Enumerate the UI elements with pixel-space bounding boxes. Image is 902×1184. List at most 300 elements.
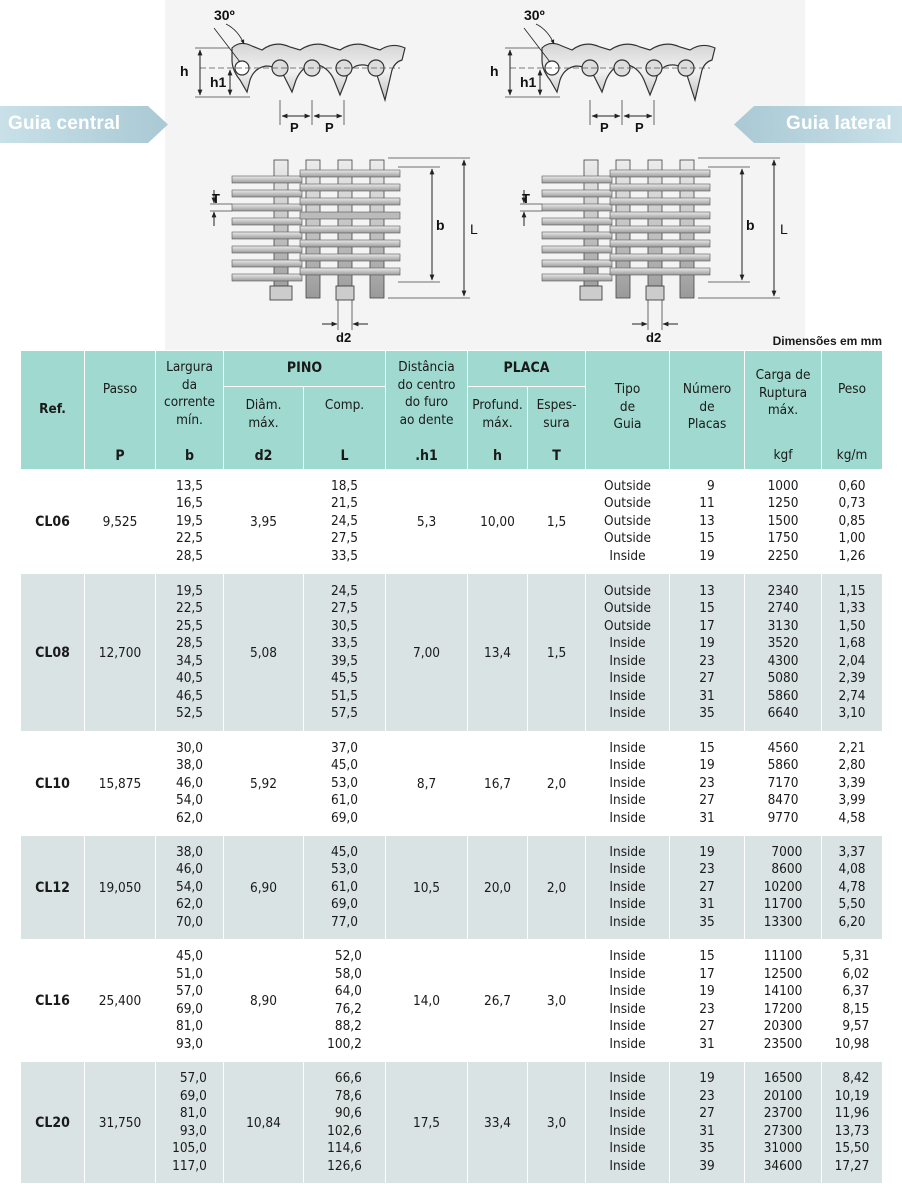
header-comprimento-symbol: L	[340, 447, 349, 464]
largura-cell-value: 51,0	[175, 965, 204, 982]
comprimento-cell-value: 18,5	[330, 477, 359, 494]
comprimento-cell-value: 39,5	[330, 652, 359, 669]
peso-cell-value: 6,02	[842, 965, 870, 982]
distancia-cell: 14,0	[386, 940, 468, 1062]
header-peso-label: Peso	[837, 381, 867, 397]
dimensions-note: Dimensões em mm	[772, 334, 882, 348]
carga-cell-value: 5080	[767, 670, 799, 686]
tipo-cell-value: Inside	[609, 1140, 646, 1156]
espessura-cell: 1,5	[528, 470, 586, 574]
right-h-label: h	[490, 63, 499, 79]
placas-cell	[670, 732, 745, 836]
peso-cell-value: 15,50	[834, 1140, 870, 1156]
placas-cell-value: 35	[699, 913, 715, 930]
profundidade-cell: 13,4	[468, 574, 528, 732]
espessura-cell: 2,0	[528, 836, 586, 940]
placas-cell-value: 27	[699, 792, 715, 809]
largura-cell	[156, 732, 224, 836]
placas-cell-value: 23	[699, 1000, 715, 1017]
peso-cell-value: 2,21	[838, 739, 866, 756]
ref-cell: CL10	[21, 732, 85, 836]
largura-cell	[156, 470, 224, 574]
placas-cell	[670, 1062, 745, 1184]
header-espessura	[528, 387, 586, 470]
header-comprimento	[304, 387, 386, 470]
tipo-cell-value: Inside	[609, 705, 646, 721]
placas-cell-value: 19	[699, 843, 715, 860]
passo-cell: 9,525	[85, 470, 156, 574]
header-largura-line: da	[181, 376, 198, 393]
comprimento-cell	[304, 1062, 386, 1184]
carga-cell-value: 3130	[767, 617, 799, 634]
header-numero	[670, 351, 745, 470]
placas-cell-value: 15	[699, 739, 715, 756]
header-tipo	[586, 351, 670, 470]
carga-cell-value: 14100	[763, 983, 803, 999]
distancia-cell: 5,3	[386, 470, 468, 574]
comprimento-cell-value: 53,0	[330, 861, 359, 878]
ref-cell: CL06	[21, 470, 85, 574]
tipo-cell-value: Outside	[604, 582, 651, 599]
distancia-cell: 7,00	[386, 574, 468, 732]
left-p2-label: P	[325, 120, 334, 135]
espessura-cell: 3,0	[528, 940, 586, 1062]
carga-cell-value: 11100	[763, 948, 803, 964]
right-l-label: L	[780, 221, 788, 237]
header-numero-line: Placas	[687, 416, 727, 433]
comprimento-cell	[304, 836, 386, 940]
tipo-cell-value: Inside	[609, 1000, 646, 1017]
carga-cell-value: 7000	[771, 843, 803, 860]
largura-cell-value: 40,5	[175, 670, 204, 686]
comprimento-cell-value: 90,6	[334, 1105, 362, 1121]
comprimento-cell	[304, 470, 386, 574]
header-distancia-line: do furo	[404, 394, 449, 411]
guide-central-label: Guia central	[8, 113, 121, 134]
comprimento-cell-value: 33,5	[330, 635, 359, 651]
tipo-cell-value: Inside	[609, 1087, 646, 1104]
peso-cell-value: 8,15	[842, 1000, 870, 1017]
diametro-cell: 10,84	[224, 1062, 304, 1184]
comprimento-cell-value: 126,6	[327, 1157, 362, 1174]
largura-cell-value: 69,0	[179, 1087, 207, 1104]
diametro-cell: 5,08	[224, 574, 304, 732]
peso-cell-value: 0,73	[838, 495, 866, 512]
guide-lateral	[734, 105, 902, 143]
largura-cell	[156, 940, 224, 1062]
carga-cell-value: 1250	[767, 495, 799, 512]
placas-cell-value: 39	[699, 1157, 715, 1174]
right-t-label: T	[522, 191, 530, 206]
peso-cell-value: 3,99	[838, 792, 866, 809]
header-carga-line: máx.	[767, 402, 799, 419]
guide-lateral-label: Guia lateral	[786, 113, 892, 134]
largura-cell-value: 13,5	[175, 477, 204, 494]
ref-cell: CL20	[21, 1062, 85, 1184]
peso-cell-value: 6,20	[838, 913, 866, 930]
spec-table	[20, 350, 883, 1184]
header-distancia-symbol: .h1	[415, 447, 438, 464]
placas-cell	[670, 574, 745, 732]
header-diametro-line: Diâm.	[245, 397, 282, 413]
header-carga-line: Ruptura	[758, 384, 808, 401]
largura-cell-value: 16,5	[175, 495, 204, 512]
left-t-label: T	[212, 191, 220, 206]
largura-cell-value: 81,0	[179, 1105, 207, 1121]
passo-cell: 25,400	[85, 940, 156, 1062]
header-carga	[745, 351, 822, 470]
largura-cell-value: 69,0	[175, 1000, 204, 1017]
comprimento-cell-value: 24,5	[330, 512, 359, 529]
tipo-cell-value: Inside	[609, 774, 646, 791]
peso-cell-value: 5,50	[838, 896, 866, 913]
header-profundidade-symbol: h	[493, 447, 502, 464]
largura-cell-value: 54,0	[175, 792, 204, 809]
espessura-cell: 1,5	[528, 574, 586, 732]
carga-cell-value: 11700	[763, 896, 803, 913]
largura-cell-value: 28,5	[175, 635, 204, 651]
header-carga-unit: kgf	[773, 447, 793, 464]
tipo-cell-value: Inside	[609, 635, 646, 651]
placas-cell	[670, 940, 745, 1062]
comprimento-cell-value: 27,5	[330, 600, 359, 616]
tipo-cell-value: Inside	[609, 1105, 646, 1121]
carga-cell	[745, 836, 822, 940]
ref-cell: CL08	[21, 574, 85, 732]
header-diametro-line: máx.	[248, 414, 279, 431]
carga-cell-value: 1750	[767, 530, 799, 547]
header-pino-group	[224, 351, 386, 387]
right-b-label: b	[746, 217, 755, 233]
comprimento-cell	[304, 940, 386, 1062]
peso-cell	[822, 574, 883, 732]
passo-cell: 12,700	[85, 574, 156, 732]
header-tipo-line: de	[619, 398, 636, 415]
comprimento-cell	[304, 732, 386, 836]
tipo-cell-value: Inside	[609, 878, 646, 895]
largura-cell-value: 105,0	[172, 1140, 207, 1156]
header-ref	[21, 351, 85, 470]
placas-cell-value: 17	[699, 965, 715, 982]
profundidade-cell: 33,4	[468, 1062, 528, 1184]
largura-cell-value: 93,0	[175, 1035, 204, 1052]
header-espessura-symbol: T	[552, 447, 561, 464]
comprimento-cell-value: 45,0	[330, 757, 359, 774]
table-row	[21, 940, 883, 1062]
placas-cell-value: 19	[699, 547, 715, 564]
profundidade-cell: 20,0	[468, 836, 528, 940]
comprimento-cell-value: 69,0	[330, 809, 359, 826]
carga-cell-value: 1000	[767, 477, 799, 494]
placas-cell-value: 31	[699, 1122, 715, 1139]
carga-cell-value: 9770	[767, 809, 799, 826]
diametro-cell: 6,90	[224, 836, 304, 940]
comprimento-cell-value: 78,6	[334, 1087, 362, 1104]
right-p2-label: P	[635, 120, 644, 135]
header-pino-label: PINO	[286, 360, 323, 377]
header-espessura-line: sura	[543, 414, 570, 431]
table-body	[21, 470, 883, 1184]
tipo-cell-value: Inside	[609, 896, 646, 913]
profundidade-cell: 26,7	[468, 940, 528, 1062]
peso-cell-value: 1,50	[838, 617, 866, 634]
largura-cell-value: 45,0	[175, 948, 204, 964]
peso-cell-value: 17,27	[834, 1157, 870, 1174]
comprimento-cell-value: 69,0	[330, 896, 359, 913]
placas-cell-value: 35	[699, 705, 715, 721]
tipo-cell-value: Inside	[609, 948, 646, 964]
carga-cell-value: 5860	[767, 687, 799, 704]
carga-cell-value: 1500	[767, 512, 799, 529]
largura-cell-value: 70,0	[175, 913, 204, 930]
comprimento-cell-value: 66,6	[334, 1070, 362, 1086]
placas-cell-value: 23	[699, 861, 715, 878]
carga-cell-value: 2340	[767, 582, 799, 599]
peso-cell-value: 1,33	[838, 600, 866, 616]
comprimento-cell-value: 21,5	[330, 495, 359, 512]
left-angle-label: 30º	[214, 7, 235, 23]
left-p1-label: P	[290, 120, 299, 135]
tipo-cell-value: Inside	[609, 809, 646, 826]
carga-cell-value: 23500	[763, 1035, 803, 1052]
largura-cell-value: 81,0	[175, 1018, 204, 1034]
passo-cell: 19,050	[85, 836, 156, 940]
espessura-cell: 3,0	[528, 1062, 586, 1184]
peso-cell-value: 6,37	[842, 983, 870, 999]
peso-cell-value: 13,73	[834, 1122, 870, 1139]
largura-cell	[156, 1062, 224, 1184]
tipo-cell	[586, 574, 670, 732]
carga-cell-value: 20300	[763, 1018, 803, 1034]
tipo-cell-value: Inside	[609, 792, 646, 809]
tipo-cell-value: Inside	[609, 1157, 646, 1174]
header-distancia-line: Distância	[398, 359, 455, 375]
peso-cell-value: 4,78	[838, 878, 866, 895]
carga-cell-value: 17200	[763, 1000, 803, 1017]
placas-cell-value: 19	[699, 1070, 715, 1086]
tipo-cell-value: Inside	[609, 739, 646, 756]
carga-cell-value: 12500	[763, 965, 803, 982]
header-passo	[85, 351, 156, 470]
ref-cell: CL16	[21, 940, 85, 1062]
profundidade-cell: 16,7	[468, 732, 528, 836]
header-largura	[156, 351, 224, 470]
peso-cell	[822, 732, 883, 836]
largura-cell-value: 22,5	[175, 530, 204, 547]
table-header	[21, 351, 883, 470]
peso-cell-value: 2,80	[838, 757, 866, 774]
table-row	[21, 470, 883, 574]
tipo-cell	[586, 470, 670, 574]
peso-cell-value: 2,74	[838, 687, 866, 704]
tipo-cell-value: Inside	[609, 965, 646, 982]
right-angle-label: 30º	[524, 7, 545, 23]
carga-cell-value: 13300	[763, 913, 803, 930]
carga-cell-value: 8470	[767, 792, 799, 809]
comprimento-cell-value: 51,5	[330, 687, 359, 704]
comprimento-cell-value: 64,0	[334, 983, 362, 999]
carga-cell	[745, 940, 822, 1062]
left-b-label: b	[436, 217, 445, 233]
carga-cell	[745, 470, 822, 574]
largura-cell-value: 117,0	[172, 1157, 207, 1174]
largura-cell	[156, 836, 224, 940]
tipo-cell-value: Inside	[609, 1122, 646, 1139]
peso-cell-value: 3,39	[838, 774, 866, 791]
header-distancia	[386, 351, 468, 470]
tipo-cell-value: Inside	[609, 757, 646, 774]
largura-cell-value: 62,0	[175, 896, 204, 913]
comprimento-cell-value: 100,2	[327, 1035, 362, 1052]
largura-cell-value: 52,5	[175, 705, 204, 721]
comprimento-cell-value: 33,5	[330, 547, 359, 564]
tipo-cell-value: Outside	[604, 530, 651, 547]
peso-cell-value: 1,68	[838, 635, 866, 651]
tipo-cell-value: Inside	[609, 861, 646, 878]
tipo-cell-value: Outside	[604, 617, 651, 634]
diametro-cell: 8,90	[224, 940, 304, 1062]
tipo-cell-value: Inside	[609, 843, 646, 860]
carga-cell-value: 7170	[767, 774, 799, 791]
peso-cell-value: 0,85	[838, 512, 866, 529]
placas-cell-value: 19	[699, 635, 715, 651]
technical-drawings	[0, 0, 902, 350]
tipo-cell-value: Inside	[609, 670, 646, 686]
largura-cell-value: 46,5	[175, 687, 204, 704]
largura-cell-value: 34,5	[175, 652, 204, 669]
placas-cell-value: 31	[699, 896, 715, 913]
comprimento-cell-value: 88,2	[334, 1018, 362, 1034]
largura-cell-value: 38,0	[175, 843, 204, 860]
peso-cell-value: 3,10	[838, 705, 866, 721]
header-distancia-line: do centro	[397, 376, 456, 393]
tipo-cell-value: Inside	[609, 687, 646, 704]
comprimento-cell-value: 45,0	[330, 843, 359, 860]
placas-cell-value: 13	[699, 512, 715, 529]
peso-cell-value: 4,08	[838, 861, 866, 878]
placas-cell-value: 15	[699, 600, 715, 616]
header-profundidade-line: Profund.	[472, 397, 523, 413]
peso-cell-value: 5,31	[842, 948, 870, 964]
placas-cell-value: 31	[699, 809, 715, 826]
carga-cell-value: 16500	[763, 1070, 803, 1086]
largura-cell-value: 30,0	[175, 739, 204, 756]
left-l-label: L	[470, 221, 478, 237]
comprimento-cell-value: 24,5	[330, 582, 359, 599]
ref-cell: CL12	[21, 836, 85, 940]
tipo-cell	[586, 836, 670, 940]
header-passo-label: Passo	[102, 381, 138, 397]
right-d2-label: d2	[646, 330, 662, 345]
largura-cell-value: 25,5	[175, 617, 204, 634]
table-row	[21, 732, 883, 836]
header-largura-line: corrente	[164, 394, 215, 411]
peso-cell	[822, 470, 883, 574]
passo-cell: 15,875	[85, 732, 156, 836]
largura-cell-value: 54,0	[175, 878, 204, 895]
comprimento-cell-value: 53,0	[330, 774, 359, 791]
carga-cell-value: 5860	[767, 757, 799, 774]
distancia-cell: 10,5	[386, 836, 468, 940]
comprimento-cell-value: 61,0	[330, 878, 359, 895]
header-largura-line: mín.	[176, 411, 203, 428]
header-numero-line: Número	[682, 381, 732, 397]
placas-cell-value: 35	[699, 1140, 715, 1156]
carga-cell-value: 4560	[767, 739, 799, 756]
placas-cell-value: 15	[699, 530, 715, 547]
tipo-cell-value: Inside	[609, 913, 646, 930]
distancia-cell: 8,7	[386, 732, 468, 836]
carga-cell-value: 2250	[767, 547, 799, 564]
diametro-cell: 5,92	[224, 732, 304, 836]
peso-cell	[822, 1062, 883, 1184]
comprimento-cell-value: 45,5	[330, 670, 359, 686]
tipo-cell-value: Outside	[604, 495, 651, 512]
table-row	[21, 836, 883, 940]
right-p1-label: P	[600, 120, 609, 135]
header-profundidade-line: máx.	[482, 414, 513, 431]
comprimento-cell-value: 52,0	[334, 948, 362, 964]
header-placa-group	[468, 351, 586, 387]
peso-cell-value: 1,15	[838, 582, 866, 599]
placas-cell-value: 9	[707, 477, 715, 494]
header-numero-line: de	[699, 398, 715, 415]
placas-cell-value: 31	[699, 1035, 715, 1052]
header-passo-symbol: P	[115, 447, 125, 464]
placas-cell-value: 19	[699, 757, 715, 774]
header-tipo-line: Tipo	[614, 381, 641, 397]
placas-cell-value: 11	[699, 495, 715, 512]
peso-cell-value: 11,96	[834, 1105, 870, 1121]
peso-cell	[822, 836, 883, 940]
carga-cell	[745, 574, 822, 732]
placas-cell-value: 31	[699, 687, 715, 704]
tipo-cell	[586, 940, 670, 1062]
placas-cell-value: 23	[699, 774, 715, 791]
peso-cell	[822, 940, 883, 1062]
placas-cell-value: 19	[699, 983, 715, 999]
largura-cell-value: 38,0	[175, 757, 204, 774]
header-largura-symbol: b	[184, 447, 195, 464]
table-row	[21, 1062, 883, 1184]
largura-cell	[156, 574, 224, 732]
tipo-cell-value: Inside	[609, 1035, 646, 1052]
header-carga-line: Carga de	[755, 367, 811, 383]
carga-cell-value: 3520	[767, 635, 799, 651]
placas-cell-value: 23	[699, 1087, 715, 1104]
tipo-cell	[586, 1062, 670, 1184]
largura-cell-value: 22,5	[175, 600, 204, 616]
placas-cell-value: 27	[699, 670, 715, 686]
peso-cell-value: 0,60	[838, 477, 866, 494]
diametro-cell: 3,95	[224, 470, 304, 574]
largura-cell-value: 57,0	[179, 1070, 207, 1086]
tipo-cell-value: Inside	[609, 547, 646, 564]
peso-cell-value: 2,39	[838, 670, 866, 686]
tipo-cell-value: Outside	[604, 477, 651, 494]
tipo-cell-value: Inside	[609, 1018, 646, 1034]
carga-cell-value: 8600	[771, 861, 803, 878]
peso-cell-value: 4,58	[838, 809, 866, 826]
profundidade-cell: 10,00	[468, 470, 528, 574]
header-largura-line: Largura	[166, 359, 213, 375]
peso-cell-value: 10,98	[834, 1035, 870, 1052]
comprimento-cell-value: 102,6	[327, 1122, 362, 1139]
left-h1-label: h1	[210, 74, 227, 90]
header-espessura-line: Espes-	[536, 397, 577, 413]
guide-central	[0, 105, 170, 143]
comprimento-cell-value: 114,6	[327, 1140, 362, 1156]
